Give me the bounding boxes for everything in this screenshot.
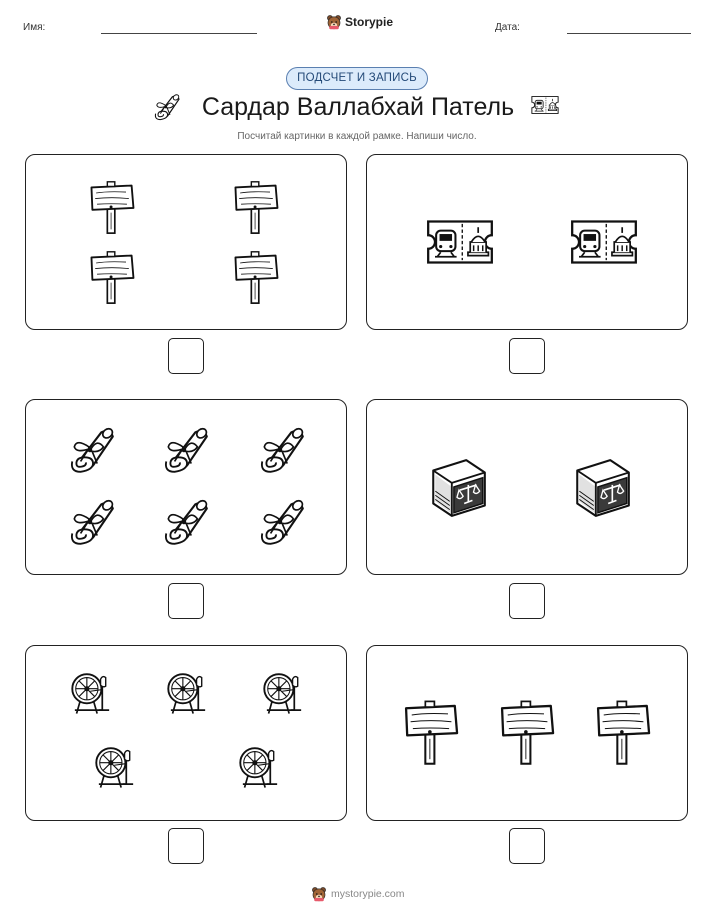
name-label: Имя: bbox=[23, 22, 46, 33]
bear-mascot-icon bbox=[326, 14, 342, 30]
law-book-icon bbox=[569, 456, 635, 520]
date-label: Дата: bbox=[495, 22, 520, 33]
page-title: Сардар Валлабхай Патель bbox=[201, 93, 515, 121]
spinning-wheel-icon bbox=[236, 744, 284, 790]
wooden-sign-icon bbox=[86, 179, 138, 235]
wooden-sign-icon bbox=[401, 698, 461, 766]
instructions: Посчитай картинки в каждой рамке. Напиши число. bbox=[237, 131, 477, 142]
title-ticket-icon bbox=[530, 94, 560, 116]
answer-box-1[interactable] bbox=[168, 338, 204, 374]
date-field[interactable] bbox=[567, 33, 691, 34]
brand-logo bbox=[326, 13, 393, 31]
wooden-sign-icon bbox=[230, 179, 282, 235]
diploma-scroll-icon bbox=[160, 424, 212, 476]
answer-box-6[interactable] bbox=[509, 828, 545, 864]
worksheet-header bbox=[0, 0, 714, 40]
spinning-wheel-icon bbox=[92, 744, 140, 790]
brand-name: Storypie bbox=[345, 15, 394, 29]
count-panel-3 bbox=[25, 399, 347, 575]
spinning-wheel-icon bbox=[260, 670, 308, 716]
spinning-wheel-icon bbox=[68, 670, 116, 716]
wooden-sign-icon bbox=[230, 249, 282, 305]
count-panel-2 bbox=[366, 154, 688, 330]
count-panel-6 bbox=[366, 645, 688, 821]
wooden-sign-icon bbox=[593, 698, 653, 766]
diploma-scroll-icon bbox=[66, 496, 118, 548]
bear-mascot-icon bbox=[311, 886, 327, 902]
answer-box-3[interactable] bbox=[168, 583, 204, 619]
diploma-scroll-icon bbox=[256, 496, 308, 548]
count-panel-1 bbox=[25, 154, 347, 330]
footer bbox=[311, 884, 405, 904]
law-book-icon bbox=[425, 456, 491, 520]
count-panel-5 bbox=[25, 645, 347, 821]
wooden-sign-icon bbox=[86, 249, 138, 305]
title-scroll-icon bbox=[152, 92, 182, 122]
wooden-sign-icon bbox=[497, 698, 557, 766]
answer-box-4[interactable] bbox=[509, 583, 545, 619]
activity-badge: ПОДСЧЕТ И ЗАПИСЬ bbox=[286, 67, 428, 90]
name-field[interactable] bbox=[101, 33, 257, 34]
footer-site: mystorypie.com bbox=[331, 888, 405, 900]
answer-box-2[interactable] bbox=[509, 338, 545, 374]
spinning-wheel-icon bbox=[164, 670, 212, 716]
count-panel-4 bbox=[366, 399, 688, 575]
diploma-scroll-icon bbox=[66, 424, 118, 476]
answer-box-5[interactable] bbox=[168, 828, 204, 864]
diploma-scroll-icon bbox=[256, 424, 308, 476]
diploma-scroll-icon bbox=[160, 496, 212, 548]
train-ticket-icon bbox=[423, 217, 497, 267]
train-ticket-icon bbox=[567, 217, 641, 267]
